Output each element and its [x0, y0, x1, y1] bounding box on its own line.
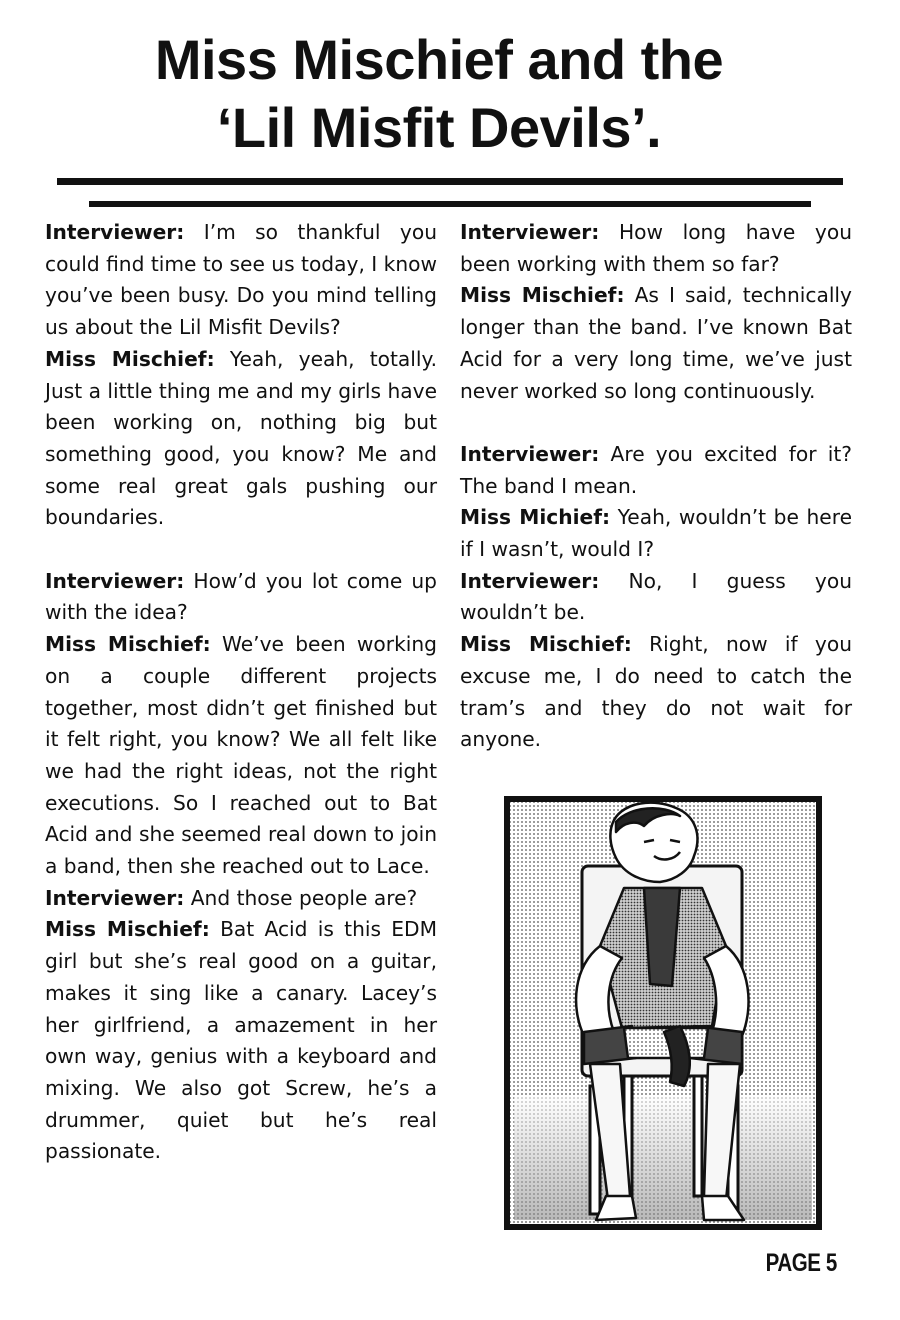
- dialogue-line: [460, 217, 852, 280]
- dialogue-text: No, I guess you wouldn’t be.: [460, 568, 852, 625]
- dialogue-text: How’d you lot come up with the idea?: [45, 568, 437, 625]
- speaker-label: Miss Michief:: [460, 505, 611, 530]
- speaker-label: Miss Mischief:: [460, 283, 625, 308]
- speaker-label: Miss Mischief:: [45, 632, 211, 657]
- dialogue-line: [45, 344, 437, 534]
- dialogue-text: And those people are?: [190, 885, 418, 910]
- dialogue-line: [460, 566, 852, 629]
- dialogue-text: I’m so thankful you could find time to see us today, I know you’ve been busy. Do you mind telling us about the Lil Misfit Devils?: [45, 220, 438, 340]
- page-number: PAGE 5: [765, 1249, 837, 1277]
- dialogue-text: Yeah, yeah, totally. Just a little thing me and my girls have been working on, nothing big but something good, you know? Me and some real great gals pushing our boundaries.: [45, 346, 438, 530]
- dialogue-line: [460, 502, 852, 565]
- title-line-1: Miss Mischief and the: [154, 28, 724, 91]
- dialogue-line: [45, 629, 437, 883]
- interview-column-left: [45, 217, 437, 1168]
- dialogue-line: [460, 280, 852, 407]
- dialogue-text: Yeah, wouldn’t be here if I wasn’t, would I?: [460, 505, 852, 562]
- speaker-label: Miss Mischief:: [45, 917, 210, 942]
- dialogue-text: Right, now if you excuse me, I do need to catch the tram’s and they do not wait for anyone.: [460, 632, 852, 752]
- interview-column-right: [460, 217, 852, 756]
- dialogue-text: As I said, technically longer than the band. I’ve known Bat Acid for a very long time, we’ve just never worked so long continuously.: [460, 283, 852, 403]
- speaker-label: Interviewer:: [45, 220, 185, 244]
- character-illustration: [504, 796, 822, 1230]
- dialogue-text: How long have you been working with them so far?: [460, 220, 852, 276]
- speaker-label: Interviewer:: [45, 885, 185, 910]
- dialogue-text: Are you excited for it? The band I mean.: [460, 441, 853, 498]
- dialogue-line: [460, 629, 852, 756]
- title-line-2: ‘Lil Misfit Devils’.: [216, 96, 662, 159]
- dialogue-line: [45, 566, 437, 629]
- dialogue-line: [460, 439, 852, 502]
- title-divider-top: [57, 178, 843, 185]
- article-title: [0, 26, 878, 162]
- dialogue-line: [45, 914, 437, 1168]
- speaker-label: Miss Mischief:: [45, 346, 215, 371]
- title-divider-bottom: [89, 201, 811, 207]
- speaker-label: Interviewer:: [45, 568, 185, 593]
- dialogue-line: [45, 883, 437, 915]
- speaker-label: Interviewer:: [460, 220, 600, 244]
- speaker-label: Miss Mischief:: [460, 632, 632, 657]
- dialogue-text: Bat Acid is this EDM girl but she’s real good on a guitar, makes it sing like a canary. Lacey’s her girlfriend, a amazement in her own way, genius with a keyboard and mixing. We also got Screw, he’s a drummer, quiet but he’s real passionate.: [45, 917, 438, 1164]
- dialogue-text: We’ve been working on a couple different projects together, most didn’t get finished but it felt right, you know? We all felt like we had the right ideas, not the right executions. So I reached out to Bat Acid and she seemed real down to join a band, then she reached out to Lace.: [45, 632, 437, 879]
- dialogue-line: [45, 217, 437, 344]
- speaker-label: Interviewer:: [460, 568, 600, 593]
- speaker-label: Interviewer:: [460, 441, 600, 466]
